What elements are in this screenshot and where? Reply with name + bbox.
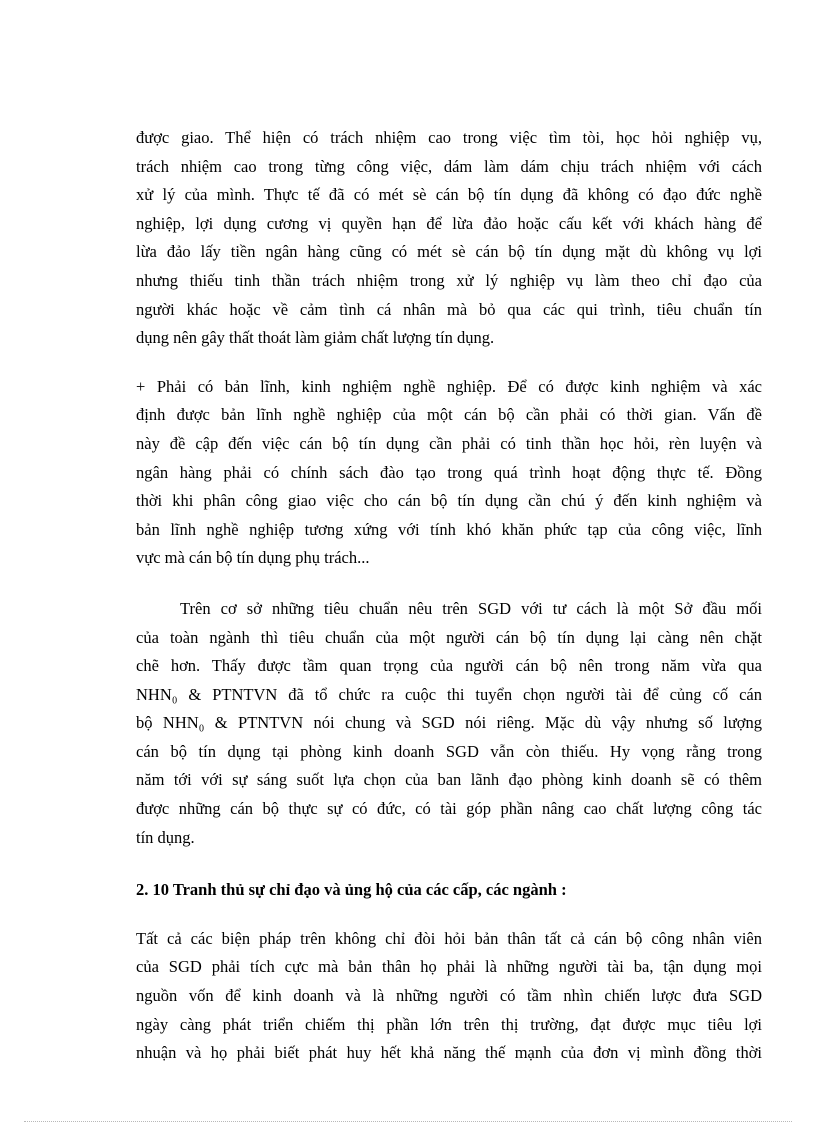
paragraph-experience (136, 373, 762, 573)
text-line: tín dụng. (136, 827, 195, 847)
text-line: + Phải có bản lĩnh, kinh nghiệm nghề nghiệp. Để có được kinh nghiệm và xác (136, 376, 762, 396)
paragraph-spacer (136, 353, 762, 373)
text-line: nhuận và họ phải biết phát huy hết khả năng thế mạnh của đơn vị mình đồng thời (136, 1043, 762, 1063)
page-bottom-rule (24, 1121, 792, 1122)
text-line: ngân hàng phải có chính sách đào tạo trong quá trình hoạt động thực tế. Đồng (136, 462, 762, 482)
text-line: dụng nên gây thất thoát làm giảm chất lượng tín dụng. (136, 328, 495, 348)
text-line: nhưng thiếu tinh thần trách nhiệm trong xử lý nghiệp vụ làm theo chỉ đạo của (136, 270, 762, 290)
text-line: Tất cả các biện pháp trên không chỉ đòi hỏi bản thân tất cả cán bộ công nhân viên (136, 928, 762, 948)
paragraph-measures (136, 925, 762, 1068)
text-line: này đề cập đến việc cán bộ tín dụng cần phải có tinh thần học hỏi, rèn luyện và (136, 433, 762, 453)
text-line: NHN₀ & PTNTVN đã tổ chức ra cuộc thi tuyển chọn người tài để củng cố cán (136, 684, 762, 704)
paragraph-spacer (136, 905, 762, 925)
text-line: thời khi phân công giao việc cho cán bộ tín dụng cần chú ý đến kinh nghiệm và (136, 491, 762, 511)
paragraph-spacer (136, 852, 762, 876)
document-page (136, 124, 762, 1068)
text-line: được giao. Thể hiện có trách nhiệm cao trong việc tìm tòi, học hỏi nghiệp vụ, (136, 128, 762, 147)
text-line: bộ NHN₀ & PTNTVN nói chung và SGD nói riêng. Mặc dù vậy nhưng số lượng (136, 713, 762, 733)
paragraph-spacer (136, 573, 762, 595)
text-line: của toàn ngành thì tiêu chuẩn của một người cán bộ tín dụng lại càng nên chặt (136, 627, 762, 647)
text-line: định được bản lĩnh nghề nghiệp của một cán bộ cần phải có thời gian. Vấn đề (136, 405, 762, 425)
text-line: cán bộ tín dụng tại phòng kinh doanh SGD vẫn còn thiếu. Hy vọng rằng trong (136, 741, 762, 761)
text-line: người khác hoặc về cảm tình cá nhân mà bỏ qua các qui trình, tiêu chuẩn tín (136, 299, 762, 319)
text-line: xử lý của mình. Thực tế đã có mét sè cán bộ tín dụng đã không có đạo đức nghề (136, 185, 762, 205)
paragraph-responsibility (136, 124, 762, 353)
text-line: nguồn vốn để kinh doanh và là những người có tầm nhìn chiến lược đưa SGD (136, 986, 762, 1006)
text-line: ngày càng phát triển chiếm thị phần lớn trên thị trường, đạt được mục tiêu lợi (136, 1014, 762, 1034)
text-line: của SGD phải tích cực mà bản thân họ phải là những người tài ba, tận dụng mọi (136, 957, 762, 977)
text-line: chẽ hơn. Thấy được tầm quan trọng của người cán bộ nên trong năm vừa qua (136, 656, 762, 676)
text-line: vực mà cán bộ tín dụng phụ trách... (136, 548, 370, 568)
text-line: trách nhiệm cao trong từng công việc, dám làm dám chịu trách nhiệm với cách (136, 156, 762, 176)
text-line: năm tới với sự sáng suốt lựa chọn của ban lãnh đạo phòng kinh doanh sẽ có thêm (136, 770, 762, 790)
text-line: lừa đảo lấy tiền ngân hàng cũng có mét sè cán bộ tín dụng mặt dù không vụ lợi (136, 242, 762, 262)
text-line: nghiệp, lợi dụng cương vị quyền hạn để lừa đảo hoặc cấu kết với khách hàng để (136, 213, 762, 233)
text-line: Trên cơ sở những tiêu chuẩn nêu trên SGD với tư cách là một Sở đầu mối (180, 598, 762, 618)
paragraph-sgd-standards (136, 595, 762, 852)
section-heading: 2. 10 Tranh thủ sự chỉ đạo và ủng hộ của các cấp, các ngành : (136, 880, 567, 900)
text-line: được những cán bộ thực sự có đức, có tài góp phần nâng cao chất lượng công tác (136, 799, 762, 819)
text-line: bản lĩnh nghề nghiệp tương xứng với tính khó khăn phức tạp của công việc, lĩnh (136, 519, 762, 539)
